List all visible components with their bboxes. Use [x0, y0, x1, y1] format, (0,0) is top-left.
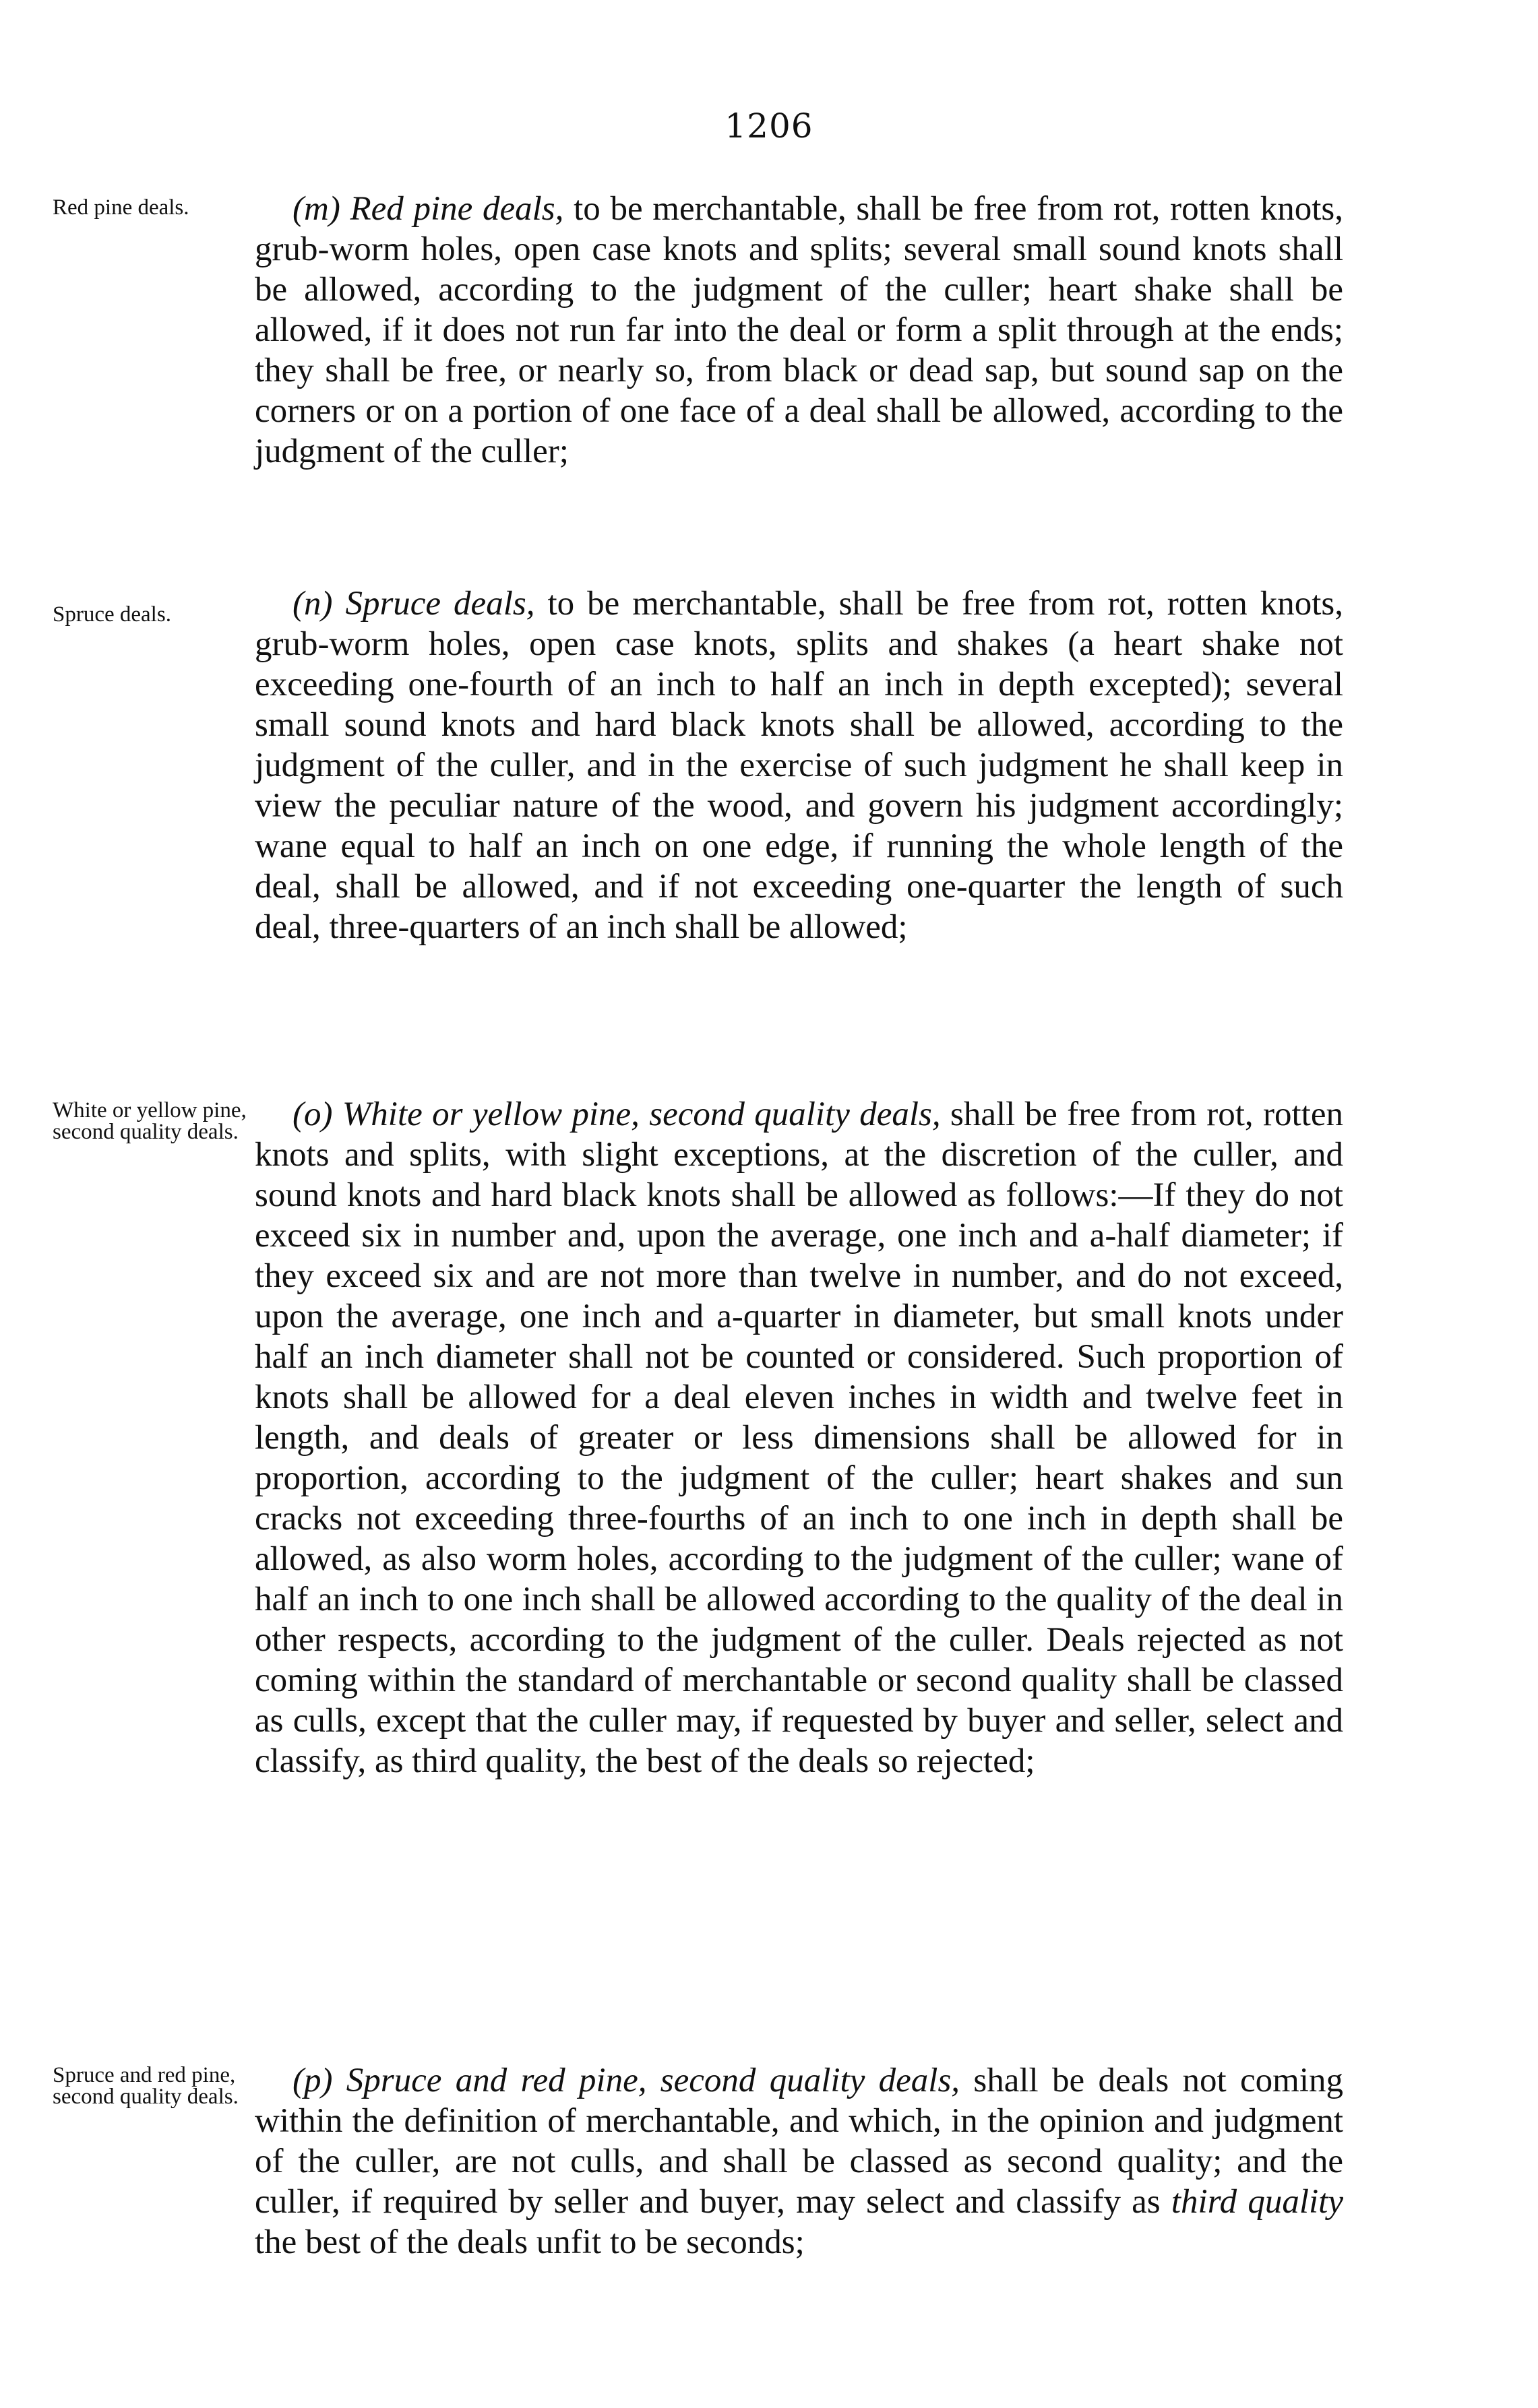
- clause-title: White or yellow pine, second quality deals,: [342, 1096, 941, 1133]
- margin-note-red-pine-deals: Red pine deals.: [53, 195, 189, 220]
- paragraph-m: [255, 189, 1343, 472]
- clause-title: Red pine deals,: [350, 190, 564, 228]
- clause-body: to be merchantable, shall be free from rot, rotten knots, grub-worm holes, open case knots, splits and shakes (a heart shake not exceeding one-fourth of an inch to half an inch in depth excepted); several small sound knots and hard black knots shall be allowed, according to the judgment of the culler, and in the exercise of such judgment he shall keep in view the peculiar nature of the wood, and govern his judgment accordingly; wane equal to half an inch on one edge, if running the whole length of the deal, shall be allowed, and if not exceeding one-quarter the length of such deal, three-quarters of an inch shall be allowed;: [255, 585, 1343, 946]
- paragraph-p: [255, 2060, 1343, 2262]
- clause-letter: (p): [293, 2062, 333, 2099]
- clause-body: to be merchantable, shall be free from rot, rotten knots, grub-worm holes, open case knots and splits; several small sound knots shall be allowed, according to the judgment of the culler; heart shake shall be allowed, if it does not run far into the deal or form a split through at the ends; they shall be free, or nearly so, from black or dead sap, but sound sap on the corners or on a portion of one face of a deal shall be allowed, according to the judgment of the culler;: [255, 190, 1344, 470]
- clause-letter: (n): [293, 585, 333, 623]
- margin-note-spruce-deals: Spruce deals.: [53, 602, 171, 627]
- paragraph-o: [255, 1094, 1343, 1781]
- page-number: 1206: [725, 106, 813, 146]
- clause-letter: (o): [293, 1096, 333, 1133]
- paragraph-n: [255, 583, 1343, 947]
- clause-body: shall be deals not coming within the definition of merchantable, and which, in the opinion and judgment of the culler, are not culls, and shall be classed as second quality; and the culler, if required by seller and buyer, may select and classify as: [255, 2062, 1343, 2221]
- clause-title: Spruce and red pine, second quality deals,: [346, 2062, 960, 2099]
- clause-emphasis: third quality: [1171, 2183, 1343, 2221]
- margin-note-spruce-red-pine: Spruce and red pine, second quality deals.: [53, 2063, 239, 2109]
- clause-letter: (m): [293, 190, 340, 228]
- margin-note-white-yellow-pine: White or yellow pine, second quality deals.: [53, 1098, 247, 1144]
- clause-title: Spruce deals,: [345, 585, 535, 623]
- clause-tail: the best of the deals unfit to be seconds;: [255, 2223, 805, 2261]
- clause-body: shall be free from rot, rotten knots and splits, with slight exceptions, at the discretion of the culler, and sound knots and hard black knots shall be allowed as follows:—If they do not exceed six in number and, upon the average, one inch and a-half diameter; if they exceed six and are not more than twelve in number, and do not exceed, upon the average, one inch and a-quarter in diameter, but small knots under half an inch diameter shall not be counted or considered. Such proportion of knots shall be allowed for a deal eleven inches in width and twelve feet in length, and deals of greater or less dimensions shall be allowed for in proportion, according to the judgment of the culler; heart shakes and sun cracks not exceeding three-fourths of an inch to one inch in depth shall be allowed, as also worm holes, according to the judgment of the culler; wane of half an inch to one inch shall be allowed according to the quality of the deal in other respects, according to the judgment of the culler. Deals rejected as not coming within the standard of merchantable or second quality shall be classed as culls, except that the culler may, if requested by buyer and seller, select and classify, as third quality, the best of the deals so rejected;: [255, 1096, 1343, 1780]
